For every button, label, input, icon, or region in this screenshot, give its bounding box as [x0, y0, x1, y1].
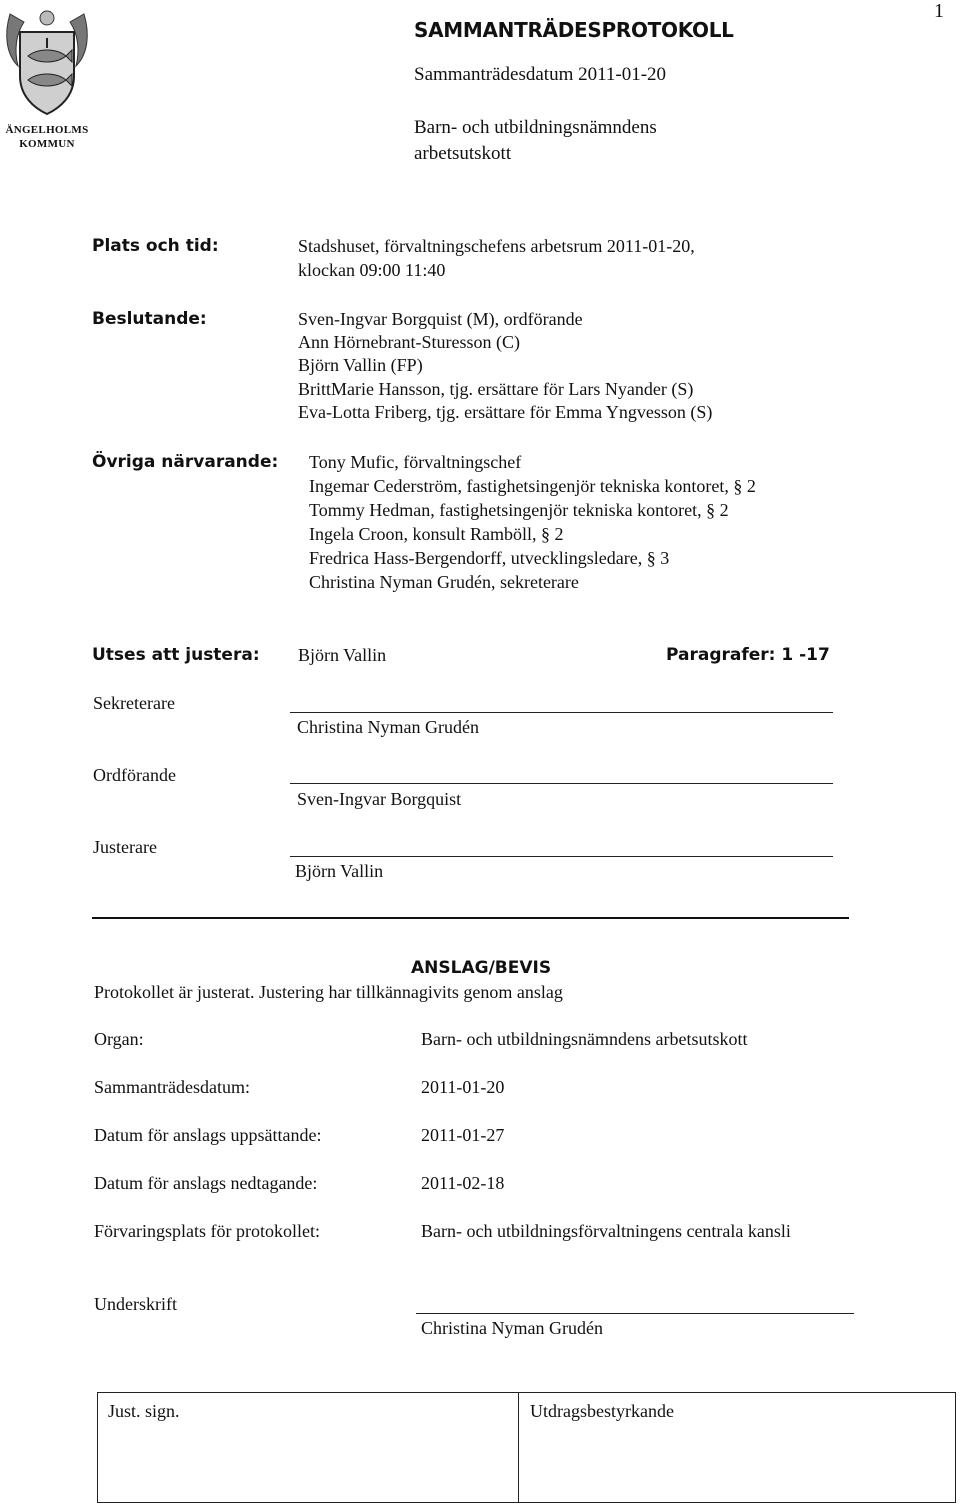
notice-signature-line [416, 1313, 854, 1314]
notice-row-label: Förvaringsplats för protokollet: [94, 1221, 320, 1241]
others-label: Övriga närvarande: [92, 452, 279, 472]
meeting-date: Sammanträdesdatum 2011-01-20 [414, 64, 667, 85]
adjust-name: Björn Vallin [298, 645, 387, 665]
notice-row-value: 2011-02-18 [421, 1173, 505, 1193]
notice-signature-name: Christina Nyman Grudén [421, 1318, 603, 1338]
signature-name: Christina Nyman Grudén [297, 717, 479, 737]
adjust-label: Utses att justera: [92, 645, 260, 665]
place-label: Plats och tid: [92, 236, 219, 256]
other-item: Ingemar Cederström, fastighetsingenjör tekniska kontoret, § 2 [309, 476, 756, 496]
decider-item: Ann Hörnebrant-Sturesson (C) [298, 332, 520, 352]
notice-row-value: Barn- och utbildningsnämndens arbetsutskott [421, 1029, 748, 1049]
logo-text-line2: KOMMUN [19, 138, 75, 150]
notice-signature-label: Underskrift [94, 1294, 177, 1314]
signature-role: Ordförande [93, 765, 176, 785]
committee-name-line1: Barn- och utbildningsnämndens [414, 117, 657, 138]
notice-row-label: Organ: [94, 1029, 144, 1049]
just-sign-label: Just. sign. [108, 1401, 180, 1421]
municipality-logo [2, 4, 92, 152]
decider-item: Eva-Lotta Friberg, tjg. ersättare för Emma Yngvesson (S) [298, 402, 713, 422]
other-item: Ingela Croon, konsult Ramböll, § 2 [309, 524, 564, 544]
signature-role: Sekreterare [93, 693, 175, 713]
other-item: Tony Mufic, förvaltningschef [309, 452, 522, 472]
place-line2: klockan 09:00 11:40 [298, 260, 446, 280]
notice-row-label: Datum för anslags uppsättande: [94, 1125, 322, 1145]
other-item: Tommy Hedman, fastighetsingenjör tekniska kontoret, § 2 [309, 500, 729, 520]
signature-line [290, 783, 833, 784]
notice-intro: Protokollet är justerat. Justering har tillkännagivits genom anslag [94, 982, 563, 1002]
signature-name: Sven-Ingvar Borgquist [297, 789, 462, 809]
document-title: SAMMANTRÄDESPROTOKOLL [414, 18, 734, 42]
signature-role: Justerare [93, 837, 157, 857]
coat-of-arms-icon [2, 4, 92, 124]
signature-line [290, 856, 833, 857]
notice-row-value: Barn- och utbildningsförvaltningens centrala kansli [421, 1221, 791, 1241]
deciders-label: Beslutande: [92, 309, 207, 329]
footer-signature-box [97, 1392, 956, 1503]
signature-line [290, 712, 833, 713]
decider-item: Björn Vallin (FP) [298, 355, 423, 375]
decider-item: Sven-Ingvar Borgquist (M), ordförande [298, 309, 583, 329]
committee-name-line2: arbetsutskott [414, 143, 512, 164]
notice-row-value: 2011-01-27 [421, 1125, 505, 1145]
section-divider [92, 917, 849, 919]
logo-text-line1: ÄNGELHOLMS [5, 124, 89, 136]
place-line1: Stadshuset, förvaltningschefens arbetsrum 2011-01-20, [298, 236, 695, 256]
page-number: 1 [934, 0, 944, 22]
paragraphs-range: Paragrafer: 1 -17 [666, 645, 830, 665]
notice-row-label: Datum för anslags nedtagande: [94, 1173, 318, 1193]
footer-box-divider [518, 1393, 519, 1502]
extract-certification-label: Utdragsbestyrkande [530, 1401, 674, 1421]
notice-row-label: Sammanträdesdatum: [94, 1077, 250, 1097]
other-item: Fredrica Hass-Bergendorff, utvecklingsledare, § 3 [309, 548, 670, 568]
notice-heading: ANSLAG/BEVIS [411, 958, 552, 978]
other-item: Christina Nyman Grudén, sekreterare [309, 572, 579, 592]
decider-item: BrittMarie Hansson, tjg. ersättare för Lars Nyander (S) [298, 379, 694, 399]
signature-name: Björn Vallin [295, 861, 384, 881]
notice-row-value: 2011-01-20 [421, 1077, 505, 1097]
